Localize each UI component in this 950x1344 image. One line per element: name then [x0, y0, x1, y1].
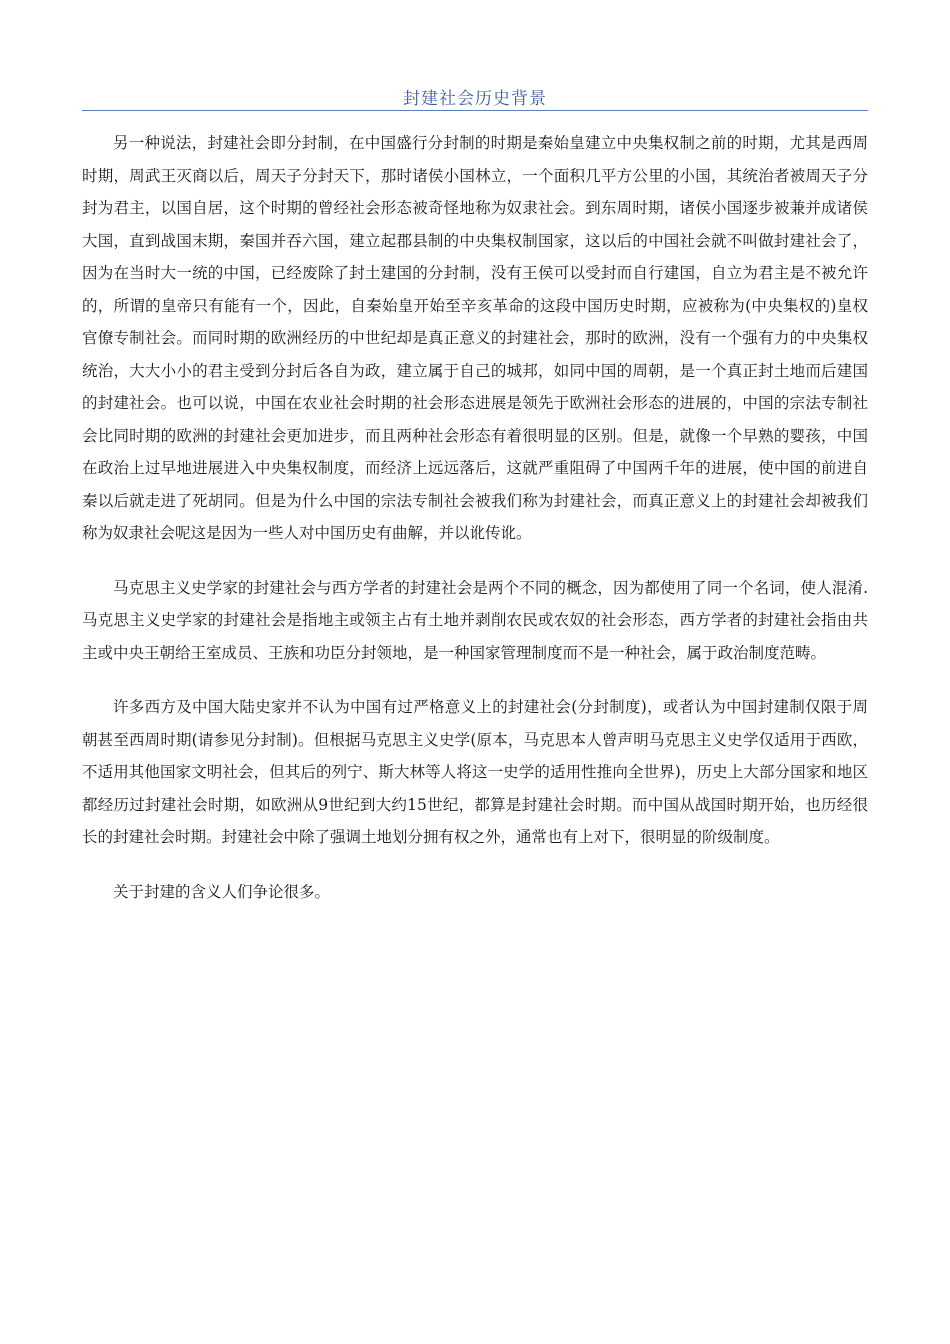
document-body — [82, 127, 868, 908]
paragraph-1: 另一种说法，封建社会即分封制，在中国盛行分封制的时期是秦始皇建立中央集权制之前的时期，尤其是西周时期，周武王灭商以后，周天子分封天下，那时诸侯小国林立，一个面积几平方公里的小国，其统治者被周天子分封为君主，以国自居，这个时期的曾经社会形态被奇怪地称为奴隶社会。到东周时期，诸侯小国逐步被兼并成诸侯大国，直到战国末期，秦国并吞六国，建立起郡县制的中央集权制国家，这以后的中国社会就不叫做封建社会了，因为在当时大一统的中国，已经废除了封土建国的分封制，没有王侯可以受封而自行建国，自立为君主是不被允许的，所谓的皇帝只有能有一个，因此，自秦始皇开始至辛亥革命的这段中国历史时期，应被称为(中央集权的)皇权官僚专制社会。而同时期的欧洲经历的中世纪却是真正意义的封建社会，那时的欧洲，没有一个强有力的中央集权统治，大大小小的君主受到分封后各自为政，建立属于自己的城邦，如同中国的周朝，是一个真正封土地而后建国的封建社会。也可以说，中国在农业社会时期的社会形态进展是领先于欧洲社会形态的进展的，中国的宗法专制社会比同时期的欧洲的封建社会更加进步，而且两种社会形态有着很明显的区别。但是，就像一个早熟的婴孩，中国在政治上过早地进展进入中央集权制度，而经济上远远落后，这就严重阻碍了中国两千年的进展，使中国的前进自秦以后就走进了死胡同。但是为什么中国的宗法专制社会被我们称为封建社会，而真正意义上的封建社会却被我们称为奴隶社会呢这是因为一些人对中国历史有曲解，并以讹传讹。 — [82, 134, 868, 542]
paragraph-4: 关于封建的含义人们争论很多。 — [113, 882, 331, 901]
page-title: 封建社会历史背景 — [403, 89, 547, 109]
page-header — [82, 78, 868, 111]
paragraph-2: 马克思主义史学家的封建社会与西方学者的封建社会是两个不同的概念，因为都使用了同一个名词，使人混淆.马克思主义史学家的封建社会是指地主或领主占有土地并剥削农民或农奴的社会形态，西方学者的封建社会指由共主或中央王朝给王室成员、王族和功臣分封领地，是一种国家管理制度而不是一种社会，属于政治制度范畴。 — [82, 578, 868, 662]
paragraph-3: 许多西方及中国大陆史家并不认为中国有过严格意义上的封建社会(分封制度)，或者认为中国封建制仅限于周朝甚至西周时期(请参见分封制)。但根据马克思主义史学(原本，马克思本人曾声明马克思主义史学仅适用于西欧，不适用其他国家文明社会，但其后的列宁、斯大林等人将这一史学的适用性推向全世界)，历史上大部分国家和地区都经历过封建社会时期，如欧洲从9世纪到大约15世纪，都算是封建社会时期。而中国从战国时期开始，也历经很长的封建社会时期。封建社会中除了强调土地划分拥有权之外，通常也有上对下，很明显的阶级制度。 — [82, 698, 868, 846]
